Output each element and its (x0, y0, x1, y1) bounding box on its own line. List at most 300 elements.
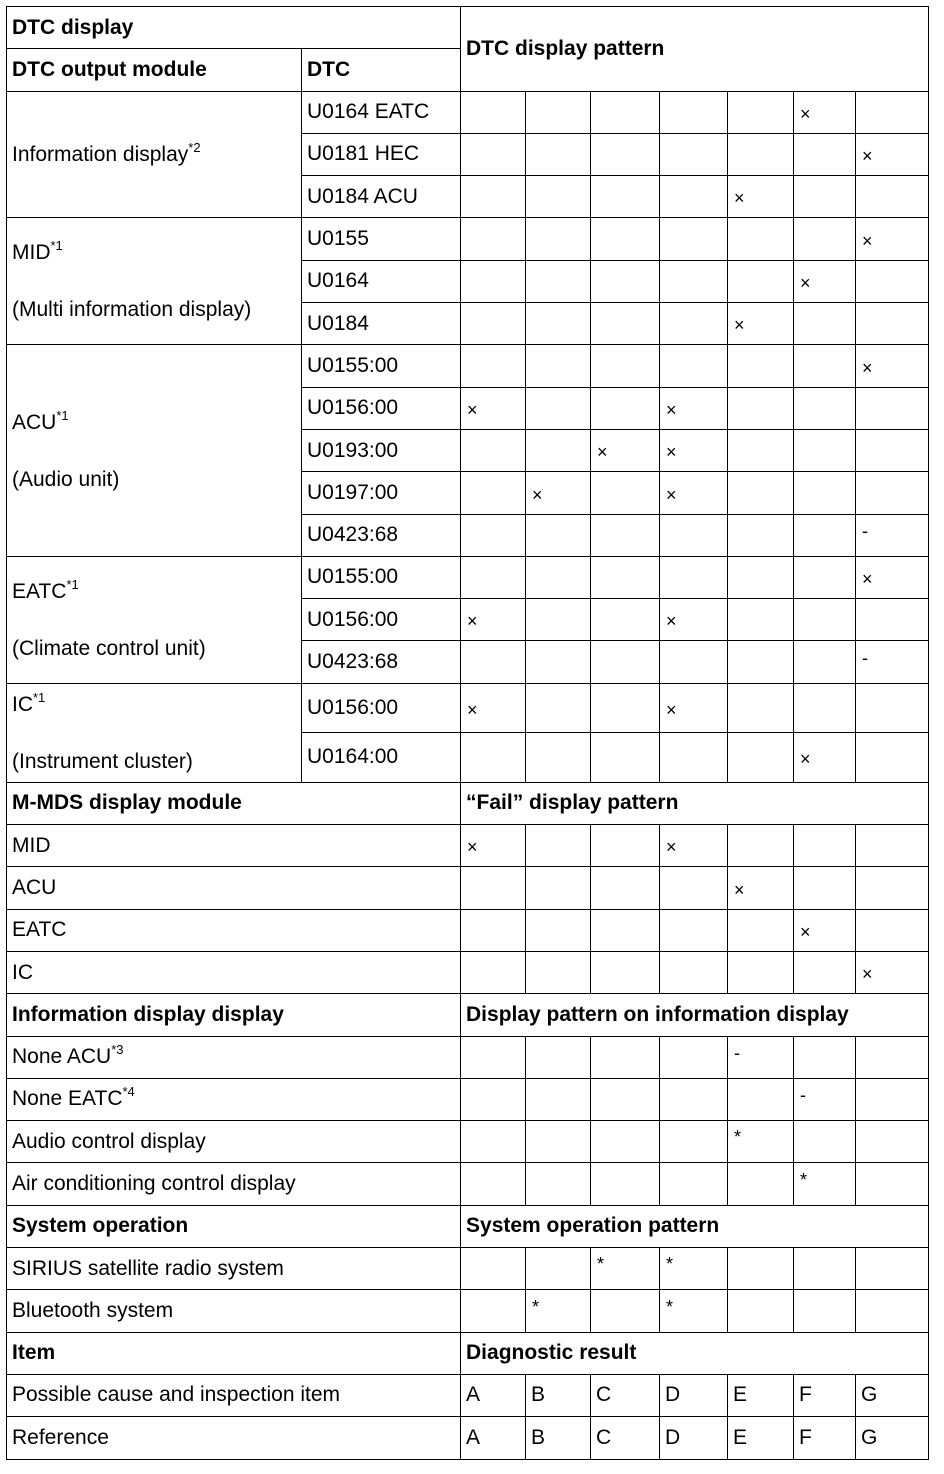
pattern-cell (660, 599, 728, 641)
pattern-cell (856, 556, 929, 598)
dtc-code: U0184 ACU (302, 176, 461, 218)
pattern-cell (728, 683, 794, 733)
pattern-cell (728, 1036, 794, 1078)
dtc-code: U0156:00 (302, 683, 461, 733)
row-label (7, 1036, 461, 1078)
pattern-mark: * (666, 1254, 674, 1275)
pattern-cell (856, 599, 929, 641)
pattern-cell (728, 218, 794, 260)
pattern-cell (794, 176, 856, 218)
row-label (7, 825, 461, 867)
pattern-cell (856, 260, 929, 302)
section-header-row (7, 1332, 929, 1374)
pattern-cell (728, 867, 794, 909)
pattern-cell: D (660, 1374, 728, 1416)
pattern-cell (526, 176, 591, 218)
pattern-cell (526, 472, 591, 514)
pattern-cell (794, 556, 856, 598)
pattern-cell (461, 867, 526, 909)
label-text: SIRIUS satellite radio system (12, 1256, 284, 1280)
dtc-code: U0181 HEC (302, 133, 461, 175)
pattern-cell (660, 260, 728, 302)
pattern-cell (660, 176, 728, 218)
table-row (7, 683, 929, 733)
pattern-cell (591, 218, 660, 260)
pattern-cell (461, 514, 526, 556)
dtc-code: U0164 EATC (302, 91, 461, 133)
pattern-cell (526, 429, 591, 471)
row-label (7, 909, 461, 951)
dtc-code: U0193:00 (302, 429, 461, 471)
pattern-mark: × (467, 399, 478, 420)
pattern-mark: × (800, 749, 811, 770)
pattern-cell (794, 133, 856, 175)
pattern-cell (728, 1248, 794, 1290)
module-name (12, 407, 296, 434)
table-row (7, 1163, 929, 1205)
pattern-cell (461, 909, 526, 951)
pattern-cell (856, 683, 929, 733)
pattern-cell (660, 91, 728, 133)
pattern-cell (591, 1036, 660, 1078)
pattern-cell (591, 909, 660, 951)
pattern-cell (526, 951, 591, 993)
row-label (7, 1248, 461, 1290)
pattern-cell (728, 599, 794, 641)
pattern-cell (856, 303, 929, 345)
pattern-cell: A (461, 1374, 526, 1416)
pattern-cell (856, 1036, 929, 1078)
section-header: System operation (7, 1205, 461, 1247)
pattern-cell (526, 867, 591, 909)
table-row (7, 345, 929, 387)
table-row (7, 218, 929, 260)
pattern-cell (591, 133, 660, 175)
pattern-cell (591, 387, 660, 429)
pattern-header: System operation pattern (461, 1205, 929, 1247)
pattern-cell (794, 1078, 856, 1120)
pattern-cell (461, 218, 526, 260)
pattern-mark: × (467, 611, 478, 632)
pattern-cell (660, 556, 728, 598)
row-label (7, 1121, 461, 1163)
pattern-cell (461, 176, 526, 218)
pattern-cell (728, 429, 794, 471)
row-label (7, 951, 461, 993)
table-row (7, 1374, 929, 1416)
pattern-cell (794, 387, 856, 429)
pattern-cell (856, 91, 929, 133)
dtc-display-pattern-table (6, 6, 929, 1460)
pattern-cell (526, 556, 591, 598)
pattern-cell (728, 951, 794, 993)
footnote-ref: *1 (66, 576, 79, 592)
label-text: MID (12, 833, 51, 857)
pattern-cell (794, 1036, 856, 1078)
row-label (7, 867, 461, 909)
pattern-cell (591, 599, 660, 641)
pattern-cell (461, 1163, 526, 1205)
pattern-cell (660, 683, 728, 733)
dtc-code: U0197:00 (302, 472, 461, 514)
pattern-mark: × (666, 484, 677, 505)
pattern-cell (591, 472, 660, 514)
pattern-cell (794, 472, 856, 514)
pattern-cell (591, 733, 660, 783)
module-subtitle: (Multi information display) (12, 298, 252, 322)
pattern-mark: × (666, 837, 677, 858)
dtc-display-pattern-header: DTC display pattern (461, 7, 929, 92)
pattern-mark: × (666, 699, 677, 720)
row-label (7, 1374, 461, 1416)
pattern-mark: * (734, 1127, 742, 1148)
pattern-cell (526, 91, 591, 133)
pattern-cell (856, 909, 929, 951)
pattern-cell (591, 303, 660, 345)
pattern-mark: - (862, 520, 869, 541)
pattern-cell (794, 1163, 856, 1205)
pattern-cell (728, 345, 794, 387)
table-row (7, 867, 929, 909)
pattern-cell (526, 514, 591, 556)
dtc-code: U0155 (302, 218, 461, 260)
pattern-mark: × (800, 273, 811, 294)
pattern-cell (526, 303, 591, 345)
pattern-cell (856, 867, 929, 909)
pattern-cell (591, 429, 660, 471)
footnote-ref: *1 (56, 407, 69, 423)
pattern-cell: G (856, 1417, 929, 1459)
pattern-cell (728, 1121, 794, 1163)
label-text: ACU (12, 875, 57, 899)
pattern-mark: × (734, 879, 745, 900)
pattern-cell (461, 133, 526, 175)
table-row (7, 91, 929, 133)
pattern-cell (856, 387, 929, 429)
pattern-cell (526, 683, 591, 733)
pattern-cell (461, 472, 526, 514)
pattern-cell (794, 514, 856, 556)
pattern-cell (461, 260, 526, 302)
module-label: ACU (12, 410, 57, 434)
dtc-code: U0164:00 (302, 733, 461, 783)
pattern-cell (728, 260, 794, 302)
pattern-cell (728, 133, 794, 175)
pattern-cell: C (591, 1417, 660, 1459)
pattern-mark: * (666, 1296, 674, 1317)
pattern-cell (660, 867, 728, 909)
module-label: Information display (12, 142, 189, 166)
pattern-mark: × (862, 964, 873, 985)
pattern-cell (461, 429, 526, 471)
pattern-cell: D (660, 1417, 728, 1459)
pattern-cell (660, 472, 728, 514)
pattern-cell (660, 909, 728, 951)
pattern-cell (856, 218, 929, 260)
pattern-cell (660, 1121, 728, 1163)
pattern-cell (856, 1078, 929, 1120)
pattern-cell (660, 1078, 728, 1120)
pattern-cell (728, 91, 794, 133)
pattern-cell (526, 1078, 591, 1120)
pattern-cell (728, 514, 794, 556)
label-text: None ACU (12, 1045, 112, 1069)
pattern-cell (794, 303, 856, 345)
pattern-cell (660, 133, 728, 175)
table-row (7, 909, 929, 951)
module-cell (7, 218, 302, 345)
pattern-header: “Fail” display pattern (461, 782, 929, 824)
pattern-mark: × (862, 230, 873, 251)
row-label (7, 1290, 461, 1332)
pattern-cell (794, 1290, 856, 1332)
label-text: EATC (12, 918, 67, 942)
pattern-cell (856, 429, 929, 471)
pattern-cell (591, 345, 660, 387)
row-label (7, 1078, 461, 1120)
label-text: Audio control display (12, 1129, 206, 1153)
pattern-cell (591, 951, 660, 993)
footnote-ref: *4 (122, 1084, 135, 1100)
pattern-cell (461, 1248, 526, 1290)
label-text: Possible cause and inspection item (12, 1383, 341, 1407)
pattern-mark: - (862, 647, 869, 668)
pattern-cell (794, 867, 856, 909)
pattern-cell (461, 733, 526, 783)
pattern-cell (660, 514, 728, 556)
pattern-cell: F (794, 1374, 856, 1416)
pattern-cell (660, 1290, 728, 1332)
pattern-cell (660, 218, 728, 260)
module-label: IC (12, 692, 33, 716)
pattern-cell (591, 683, 660, 733)
pattern-cell (591, 91, 660, 133)
pattern-cell (794, 909, 856, 951)
pattern-cell (526, 133, 591, 175)
pattern-mark: - (734, 1042, 741, 1063)
pattern-cell (794, 825, 856, 867)
pattern-cell (794, 951, 856, 993)
pattern-cell (728, 1078, 794, 1120)
pattern-cell (461, 1290, 526, 1332)
label-text: None EATC (12, 1087, 123, 1111)
pattern-cell (461, 683, 526, 733)
pattern-cell (591, 1248, 660, 1290)
pattern-cell (660, 733, 728, 783)
pattern-cell (728, 909, 794, 951)
label-text: Bluetooth system (12, 1298, 174, 1322)
section-header: M-MDS display module (7, 782, 461, 824)
module-cell (7, 345, 302, 556)
pattern-mark: × (862, 569, 873, 590)
table-row (7, 825, 929, 867)
pattern-cell (856, 1163, 929, 1205)
pattern-cell (591, 867, 660, 909)
pattern-cell (526, 1290, 591, 1332)
pattern-cell (856, 133, 929, 175)
pattern-cell (794, 683, 856, 733)
dtc-code: U0156:00 (302, 387, 461, 429)
table-row (7, 1290, 929, 1332)
pattern-cell (660, 641, 728, 683)
pattern-cell: B (526, 1374, 591, 1416)
pattern-cell (794, 429, 856, 471)
pattern-cell (856, 1121, 929, 1163)
pattern-mark: × (862, 146, 873, 167)
footnote-ref: *1 (50, 238, 63, 254)
table-row (7, 1121, 929, 1163)
pattern-header: Diagnostic result (461, 1332, 929, 1374)
table-row (7, 1248, 929, 1290)
pattern-cell (728, 1290, 794, 1332)
pattern-mark: * (800, 1169, 808, 1190)
pattern-cell (660, 345, 728, 387)
section-header-row (7, 994, 929, 1036)
footnote-ref: *3 (111, 1042, 124, 1058)
pattern-mark: × (532, 484, 543, 505)
pattern-cell (591, 641, 660, 683)
pattern-cell (660, 303, 728, 345)
module-name (12, 689, 296, 716)
pattern-cell (728, 387, 794, 429)
pattern-cell (461, 303, 526, 345)
pattern-cell (591, 1121, 660, 1163)
module-cell (7, 556, 302, 683)
dtc-code: U0423:68 (302, 514, 461, 556)
pattern-cell (461, 641, 526, 683)
pattern-cell: E (728, 1417, 794, 1459)
pattern-cell (461, 1078, 526, 1120)
module-subtitle: (Instrument cluster) (12, 749, 193, 773)
pattern-cell (794, 260, 856, 302)
pattern-cell (856, 345, 929, 387)
pattern-cell (660, 387, 728, 429)
label-text: Air conditioning control display (12, 1172, 296, 1195)
module-cell (7, 91, 302, 218)
pattern-cell (728, 641, 794, 683)
module-label: MID (12, 241, 51, 265)
pattern-cell (794, 218, 856, 260)
pattern-cell (728, 1163, 794, 1205)
pattern-cell (660, 1163, 728, 1205)
pattern-cell (526, 1163, 591, 1205)
pattern-cell (526, 733, 591, 783)
module-name (12, 576, 296, 603)
pattern-cell: B (526, 1417, 591, 1459)
pattern-mark: × (666, 399, 677, 420)
dtc-output-module-header: DTC output module (7, 49, 302, 91)
pattern-cell (728, 303, 794, 345)
pattern-cell (461, 1121, 526, 1163)
pattern-mark: × (734, 315, 745, 336)
dtc-header: DTC (302, 49, 461, 91)
pattern-cell (461, 556, 526, 598)
pattern-cell (856, 825, 929, 867)
pattern-cell (856, 641, 929, 683)
dtc-code: U0155:00 (302, 345, 461, 387)
module-name (12, 238, 296, 265)
section-header-row (7, 1205, 929, 1247)
pattern-mark: × (666, 611, 677, 632)
label-text: Reference (12, 1425, 109, 1449)
pattern-cell (591, 1163, 660, 1205)
section-header: Item (7, 1332, 461, 1374)
pattern-cell (728, 472, 794, 514)
pattern-cell (660, 825, 728, 867)
pattern-cell (591, 1290, 660, 1332)
dtc-display-header: DTC display (7, 7, 461, 49)
module-subtitle: (Climate control unit) (12, 636, 206, 660)
pattern-cell (660, 1036, 728, 1078)
table-row (7, 556, 929, 598)
pattern-mark: × (666, 442, 677, 463)
pattern-cell (526, 909, 591, 951)
pattern-cell (794, 1248, 856, 1290)
pattern-cell (526, 1121, 591, 1163)
header-row (7, 7, 929, 49)
pattern-header: Display pattern on information display (461, 994, 929, 1036)
pattern-cell: E (728, 1374, 794, 1416)
pattern-mark: × (467, 699, 478, 720)
table-row (7, 1036, 929, 1078)
pattern-cell (461, 825, 526, 867)
pattern-cell (461, 951, 526, 993)
table-row (7, 951, 929, 993)
dtc-code: U0156:00 (302, 599, 461, 641)
dtc-code: U0164 (302, 260, 461, 302)
pattern-cell (461, 599, 526, 641)
row-label (7, 1417, 461, 1459)
pattern-mark: × (862, 357, 873, 378)
pattern-cell (856, 951, 929, 993)
pattern-cell (728, 733, 794, 783)
pattern-cell (794, 733, 856, 783)
pattern-mark: × (800, 103, 811, 124)
pattern-cell (526, 1036, 591, 1078)
pattern-cell (856, 514, 929, 556)
pattern-cell (526, 599, 591, 641)
label-text: IC (12, 960, 33, 984)
table-row (7, 1417, 929, 1459)
pattern-cell (856, 1248, 929, 1290)
pattern-cell (794, 641, 856, 683)
pattern-cell (794, 1121, 856, 1163)
footnote-ref: *2 (188, 139, 201, 155)
pattern-mark: × (800, 921, 811, 942)
pattern-cell (728, 556, 794, 598)
pattern-mark: × (597, 442, 608, 463)
pattern-cell (794, 345, 856, 387)
module-label: EATC (12, 579, 67, 603)
dtc-code: U0184 (302, 303, 461, 345)
pattern-cell (526, 1248, 591, 1290)
footnote-ref: *1 (33, 689, 46, 705)
pattern-cell (526, 260, 591, 302)
module-name (12, 139, 296, 166)
pattern-cell (794, 91, 856, 133)
module-subtitle: (Audio unit) (12, 467, 120, 491)
pattern-cell (591, 825, 660, 867)
pattern-cell (728, 825, 794, 867)
pattern-mark: × (734, 188, 745, 209)
pattern-cell (526, 345, 591, 387)
pattern-cell: A (461, 1417, 526, 1459)
pattern-cell (591, 556, 660, 598)
pattern-cell (591, 1078, 660, 1120)
pattern-cell: F (794, 1417, 856, 1459)
pattern-cell (794, 599, 856, 641)
section-header-row (7, 782, 929, 824)
